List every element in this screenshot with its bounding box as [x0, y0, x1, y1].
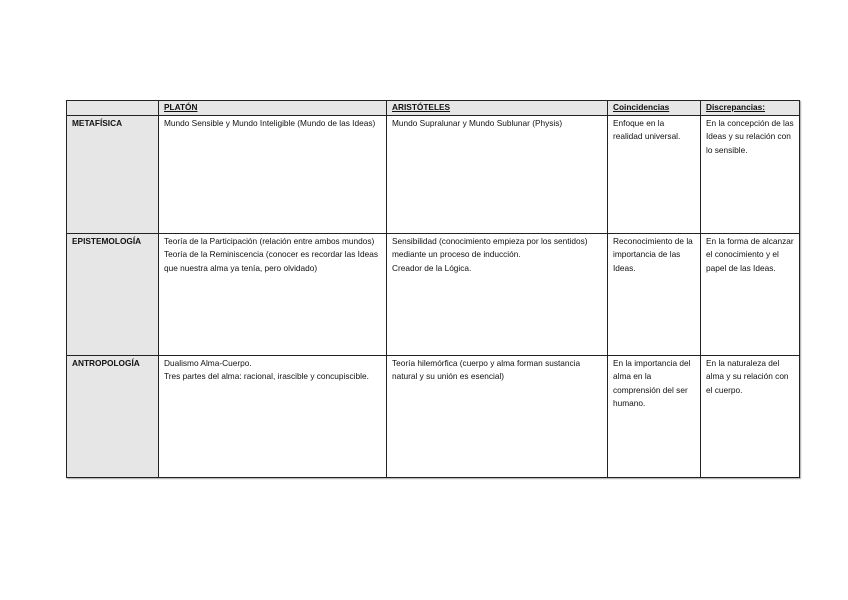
cell-text: Dualismo Alma-Cuerpo. [164, 357, 252, 368]
cell-coincidencias: Enfoque en la realidad universal. [608, 115, 701, 233]
cell-text: Sensibilidad (conocimiento empieza por los sentidos) mediante un proceso de inducción. [392, 235, 588, 259]
row-label: ANTROPOLOGÍA [67, 355, 159, 477]
header-row [67, 101, 800, 116]
cell-platon [159, 115, 387, 233]
table-row-epistemologia [67, 233, 800, 355]
table-row-metafisica [67, 115, 800, 233]
cell-discrepancias: En la forma de alcanzar el conocimiento y el papel de las Ideas. [701, 233, 800, 355]
cell-aristoteles [387, 355, 608, 477]
cell-discrepancias: En la concepción de las Ideas y su relación con lo sensible. [701, 115, 800, 233]
comparison-table [66, 100, 800, 478]
header-discrepancias: Discrepancias: [701, 101, 800, 116]
cell-coincidencias: Reconocimiento de la importancia de las Ideas. [608, 233, 701, 355]
cell-text: Mundo Supralunar y Mundo Sublunar (Physis) [392, 117, 563, 128]
cell-text: Tres partes del alma: racional, irascible y concupiscible. [164, 371, 369, 381]
header-platon: PLATÓN [159, 101, 387, 116]
cell-platon [159, 355, 387, 477]
cell-aristoteles [387, 233, 608, 355]
cell-coincidencias: En la importancia del alma en la comprensión del ser humano. [608, 355, 701, 477]
cell-text: Teoría de la Reminiscencia (conocer es recordar las Ideas que nuestra alma ya tenía, pero olvidado) [164, 249, 378, 273]
cell-text: Teoría hilemórfica (cuerpo y alma forman sustancia natural y su unión es esencial) [392, 357, 581, 381]
header-corner [67, 101, 159, 116]
cell-text: Mundo Sensible y Mundo Inteligible (Mundo de las Ideas) [164, 117, 376, 128]
table-row-antropologia [67, 355, 800, 477]
cell-platon [159, 233, 387, 355]
cell-text: Teoría de la Participación (relación entre ambos mundos) [164, 235, 375, 246]
header-aristoteles: ARISTÓTELES [387, 101, 608, 116]
header-coincidencias: Coincidencias [608, 101, 701, 116]
row-label: EPISTEMOLOGÍA [67, 233, 159, 355]
cell-discrepancias: En la naturaleza del alma y su relación con el cuerpo. [701, 355, 800, 477]
cell-aristoteles [387, 115, 608, 233]
row-label: METAFÍSICA [67, 115, 159, 233]
cell-text: Creador de la Lógica. [392, 262, 472, 273]
